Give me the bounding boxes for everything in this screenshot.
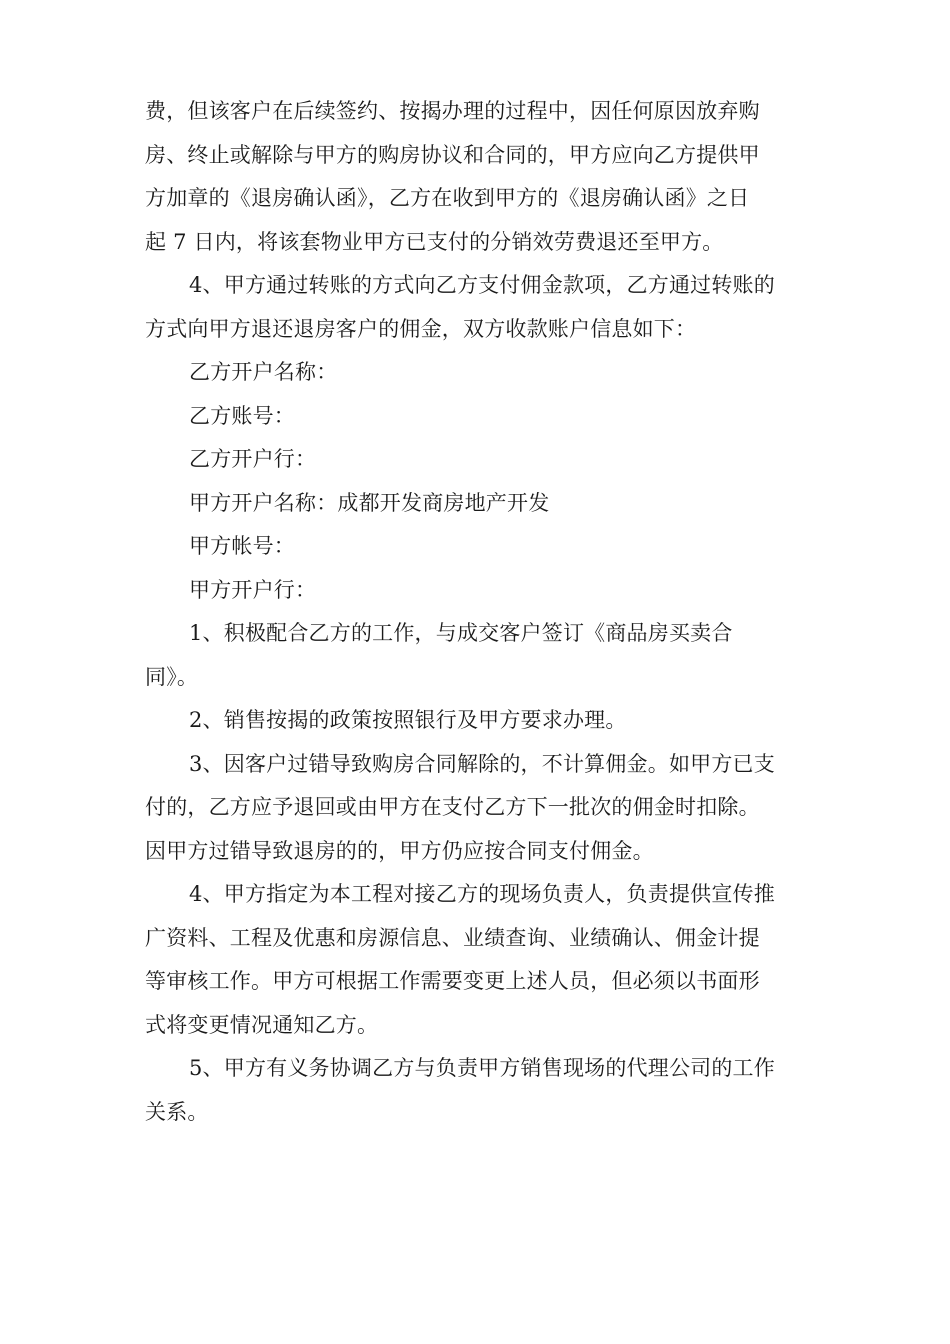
document-body: [145, 90, 810, 1134]
text-line: 4、甲方通过转账的方式向乙方支付佣金款项，乙方通过转账的: [189, 273, 775, 297]
text-line: 方加章的《退房确认函》，乙方在收到甲方的《退房确认函》之日: [145, 186, 750, 210]
text-line: 乙方账号：: [189, 403, 295, 428]
text-line: 方式向甲方退还退房客户的佣金，双方收款账户信息如下：: [145, 316, 697, 341]
text-line: 5、甲方有义务协调乙方与负责甲方销售现场的代理公司的工作: [189, 1056, 775, 1080]
text-line: 甲方开户名称：成都开发商房地产开发: [189, 490, 550, 515]
text-line: 2、销售按揭的政策按照银行及甲方要求办理。: [189, 708, 627, 732]
text-line: 费，但该客户在后续签约、按揭办理的过程中，因任何原因放弃购: [145, 99, 760, 123]
text-line: 广资料、工程及优惠和房源信息、业绩查询、业绩确认、佣金计提: [145, 925, 760, 950]
text-line: 甲方帐号：: [189, 534, 295, 558]
text-line: 3、因客户过错导致购房合同解除的，不计算佣金。如甲方已支: [189, 751, 775, 776]
text-line: 甲方开户行：: [189, 577, 317, 602]
text-line: 乙方开户行：: [189, 447, 317, 471]
text-line: 付的，乙方应予退回或由甲方在支付乙方下一批次的佣金时扣除。: [145, 795, 760, 819]
text-line: 同》。: [145, 664, 199, 689]
text-line: 式将变更情况通知乙方。: [145, 1012, 379, 1037]
text-line: 起 7 日内，将该套物业甲方已支付的分销效劳费退还至甲方。: [145, 229, 724, 254]
text-line: 4、甲方指定为本工程对接乙方的现场负责人，负责提供宣传推: [189, 882, 775, 906]
text-line: 乙方开户名称：: [189, 360, 338, 384]
text-line: 因甲方过错导致退房的的，甲方仍应按合同支付佣金。: [145, 838, 654, 863]
text-line: 1、积极配合乙方的工作，与成交客户签订《商品房买卖合: [189, 621, 733, 645]
text-line: 房、终止或解除与甲方的购房协议和合同的，甲方应向乙方提供甲: [145, 142, 760, 167]
text-line: 等审核工作。甲方可根据工作需要变更上述人员，但必须以书面形: [145, 969, 760, 993]
text-line: 关系。: [145, 1099, 209, 1124]
